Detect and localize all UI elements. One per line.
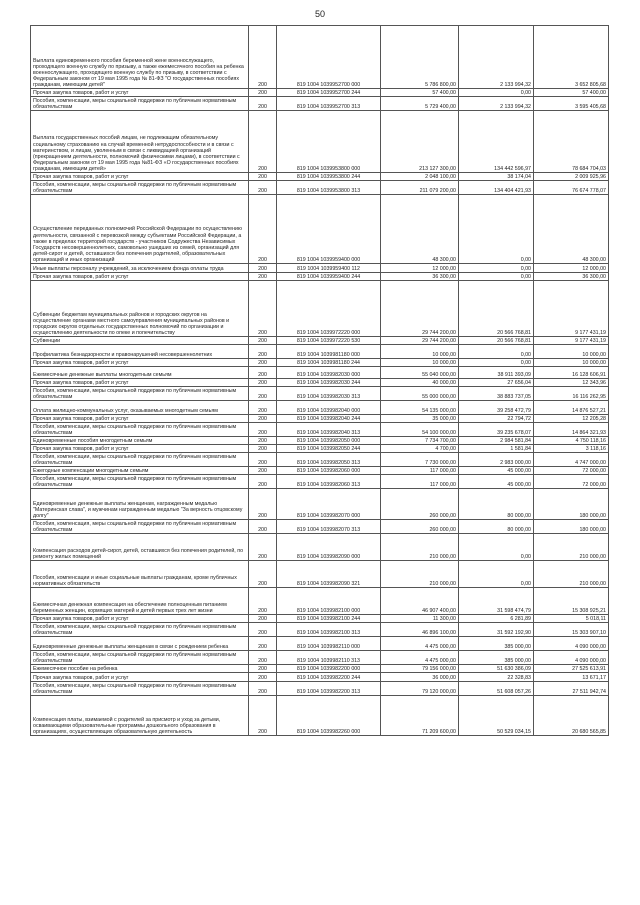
cell-plan: 79 120 000,00 [381, 682, 459, 696]
cell-name: Пособия, компенсации, меры социальной поддержки по публичным нормативным обязательствам [31, 453, 249, 467]
cell-grbs: 200 [249, 673, 277, 682]
cell-rest: 9 177 431,19 [534, 337, 609, 345]
cell-rest: 48 300,00 [534, 195, 609, 264]
cell-rest: 9 177 431,19 [534, 281, 609, 337]
cell-name: Профилактика безнадзорности и правонарушений несовершеннолетних [31, 345, 249, 359]
cell-rest: 14 864 321,93 [534, 423, 609, 437]
table-row [31, 337, 609, 345]
cell-code: 819 1004 1039981180 244 [277, 359, 381, 367]
cell-rest: 180 000,00 [534, 520, 609, 534]
table-row [31, 437, 609, 445]
cell-code: 819 1004 1039982050 000 [277, 437, 381, 445]
budget-table [30, 25, 609, 736]
cell-code: 819 1004 1039982040 000 [277, 401, 381, 415]
cell-fact: 45 000,00 [459, 475, 534, 489]
budget-table-body [31, 26, 609, 736]
cell-plan: 46 896 100,00 [381, 623, 459, 637]
cell-code: 819 1004 1039952700 244 [277, 89, 381, 97]
cell-rest: 210 000,00 [534, 561, 609, 588]
table-row [31, 651, 609, 665]
cell-fact: 27 656,04 [459, 379, 534, 387]
cell-rest: 27 525 613,91 [534, 665, 609, 673]
cell-plan: 71 209 600,00 [381, 696, 459, 736]
cell-plan: 4 475 000,00 [381, 637, 459, 651]
cell-code: 819 1004 1039982060 000 [277, 467, 381, 475]
table-row [31, 359, 609, 367]
cell-name: Прочая закупка товаров, работ и услуг [31, 673, 249, 682]
cell-rest: 4 090 000,00 [534, 651, 609, 665]
table-row [31, 345, 609, 359]
cell-plan: 213 127 300,00 [381, 111, 459, 173]
table-row [31, 588, 609, 615]
cell-plan: 7 734 700,00 [381, 437, 459, 445]
cell-plan: 36 300,00 [381, 273, 459, 281]
cell-plan: 48 300,00 [381, 195, 459, 264]
cell-grbs: 200 [249, 682, 277, 696]
cell-plan: 117 000,00 [381, 467, 459, 475]
cell-grbs: 200 [249, 387, 277, 401]
cell-fact: 80 000,00 [459, 489, 534, 520]
cell-fact: 45 000,00 [459, 467, 534, 475]
cell-rest: 4 747 000,00 [534, 453, 609, 467]
cell-rest: 27 511 942,74 [534, 682, 609, 696]
cell-fact: 0,00 [459, 534, 534, 561]
cell-grbs: 200 [249, 367, 277, 379]
cell-name: Единовременные денежные выплаты женщинам, награжденным медалью "Материнская слава", и мужчинам награжденным медалью "За верность отцовскому долгу" [31, 489, 249, 520]
cell-grbs: 200 [249, 651, 277, 665]
cell-fact: 39 235 678,07 [459, 423, 534, 437]
cell-plan: 5 786 800,00 [381, 26, 459, 89]
cell-code: 819 1004 1039952700 000 [277, 26, 381, 89]
cell-rest: 76 674 778,07 [534, 181, 609, 195]
table-row [31, 453, 609, 467]
cell-name: Прочая закупка товаров, работ и услуг [31, 173, 249, 181]
cell-fact: 134 442 596,97 [459, 111, 534, 173]
table-row [31, 401, 609, 415]
cell-plan: 5 729 400,00 [381, 97, 459, 111]
cell-code: 819 1004 1039982060 313 [277, 475, 381, 489]
cell-name: Ежемесячное пособие на ребенка [31, 665, 249, 673]
cell-fact: 0,00 [459, 345, 534, 359]
cell-fact: 51 630 386,09 [459, 665, 534, 673]
cell-grbs: 200 [249, 345, 277, 359]
cell-grbs: 200 [249, 273, 277, 281]
cell-name: Пособия, компенсации, меры социальной поддержки по публичным нормативным обязательствам [31, 387, 249, 401]
cell-code: 819 1004 1039953800 000 [277, 111, 381, 173]
cell-code: 819 1004 1039982260 000 [277, 696, 381, 736]
cell-rest: 13 671,17 [534, 673, 609, 682]
cell-rest: 72 000,00 [534, 467, 609, 475]
cell-name: Ежемесячные денежные выплаты многодетным семьям [31, 367, 249, 379]
cell-fact: 385 000,00 [459, 637, 534, 651]
cell-plan: 55 000 000,00 [381, 387, 459, 401]
cell-fact: 0,00 [459, 273, 534, 281]
cell-plan: 40 000,00 [381, 379, 459, 387]
cell-name: Ежегодные компенсации многодетным семьям [31, 467, 249, 475]
cell-grbs: 200 [249, 423, 277, 437]
cell-code: 819 1004 1039982110 000 [277, 637, 381, 651]
cell-name: Субвенции бюджетам муниципальных районов и городских округов на осуществление органами местного самоуправления муниципальных районов и городских округов отдельных государственных полномочий по организации и осуществлению деятельности по опеке и попечительству [31, 281, 249, 337]
cell-rest: 3 652 805,68 [534, 26, 609, 89]
cell-code: 819 1004 1039982110 313 [277, 651, 381, 665]
cell-plan: 57 400,00 [381, 89, 459, 97]
table-row [31, 281, 609, 337]
cell-fact: 2 983 000,00 [459, 453, 534, 467]
cell-plan: 10 000,00 [381, 359, 459, 367]
table-row [31, 273, 609, 281]
cell-grbs: 200 [249, 26, 277, 89]
cell-name: Выплата государственных пособий лицам, не подлежащим обязательному социальному страхованию на случай временной нетрудоспособности и в связи с материнством, и лицам, уволенным в связи с ликвидацией организаций (прекращением деятельности, полномочий физическими лицами), в соответствии с Федеральным законом от 19 мая 1995 года №81-ФЗ «О государственных пособиях гражданам, имеющим детей» [31, 111, 249, 173]
cell-plan: 36 000,00 [381, 673, 459, 682]
table-row [31, 195, 609, 264]
cell-fact: 20 566 768,81 [459, 337, 534, 345]
cell-fact: 0,00 [459, 195, 534, 264]
table-row [31, 379, 609, 387]
cell-rest: 210 000,00 [534, 534, 609, 561]
table-row [31, 445, 609, 453]
cell-fact: 22 794,72 [459, 415, 534, 423]
cell-grbs: 200 [249, 588, 277, 615]
cell-grbs: 200 [249, 359, 277, 367]
cell-grbs: 200 [249, 665, 277, 673]
cell-plan: 46 907 400,00 [381, 588, 459, 615]
cell-name: Выплата единовременного пособия беременной жене военнослужащего, проходящего военную службу по призыву, а также ежемесячного пособия на ребенка военнослужащего, проходящего военную службу по призыву, в соответствии с Федеральным законом от 19 мая 1995 года № 81-ФЗ "О государственных пособиях гражданам, имеющим детей" [31, 26, 249, 89]
cell-grbs: 200 [249, 281, 277, 337]
cell-grbs: 200 [249, 415, 277, 423]
cell-grbs: 200 [249, 89, 277, 97]
cell-name: Ежемесячная денежная компенсация на обеспечение полноценным питанием беременных женщин, кормящих матерей и детей первых трех лет жизни [31, 588, 249, 615]
cell-code: 819 1004 1039972220 530 [277, 337, 381, 345]
cell-name: Пособия, компенсации, меры социальной поддержки по публичным нормативным обязательствам [31, 651, 249, 665]
cell-grbs: 200 [249, 453, 277, 467]
table-row [31, 367, 609, 379]
cell-name: Прочая закупка товаров, работ и услуг [31, 445, 249, 453]
table-row [31, 387, 609, 401]
cell-name: Пособия, компенсации, меры социальной поддержки по публичным нормативным обязательствам [31, 475, 249, 489]
cell-rest: 12 343,96 [534, 379, 609, 387]
table-row [31, 181, 609, 195]
cell-rest: 3 595 405,68 [534, 97, 609, 111]
cell-fact: 0,00 [459, 264, 534, 273]
cell-grbs: 200 [249, 173, 277, 181]
cell-name: Прочая закупка товаров, работ и услуг [31, 615, 249, 623]
cell-plan: 35 000,00 [381, 415, 459, 423]
cell-rest: 57 400,00 [534, 89, 609, 97]
cell-fact: 22 328,83 [459, 673, 534, 682]
cell-plan: 210 000,00 [381, 534, 459, 561]
cell-grbs: 200 [249, 475, 277, 489]
cell-code: 819 1004 1039982100 000 [277, 588, 381, 615]
cell-fact: 1 581,84 [459, 445, 534, 453]
cell-name: Пособия, компенсация, меры социальной поддержки по публичным нормативным обязательствам [31, 520, 249, 534]
cell-code: 819 1004 1039953800 244 [277, 173, 381, 181]
table-row [31, 97, 609, 111]
cell-code: 819 1004 1039982200 244 [277, 673, 381, 682]
table-row [31, 615, 609, 623]
cell-grbs: 200 [249, 97, 277, 111]
page-number: 50 [314, 9, 325, 19]
table-row [31, 423, 609, 437]
cell-grbs: 200 [249, 181, 277, 195]
cell-code: 819 1004 1039982100 244 [277, 615, 381, 623]
table-row [31, 415, 609, 423]
table-row [31, 264, 609, 273]
cell-fact: 2 984 581,84 [459, 437, 534, 445]
cell-name: Прочая закупка товаров, работ и услуг [31, 359, 249, 367]
table-row [31, 561, 609, 588]
cell-fact: 0,00 [459, 561, 534, 588]
cell-rest: 180 000,00 [534, 489, 609, 520]
cell-rest: 3 118,16 [534, 445, 609, 453]
cell-plan: 29 744 200,00 [381, 337, 459, 345]
cell-rest: 12 205,28 [534, 415, 609, 423]
cell-name: Пособия, компенсации, меры социальной поддержки по публичным нормативным обязательствам [31, 623, 249, 637]
cell-plan: 54 100 000,00 [381, 423, 459, 437]
cell-grbs: 200 [249, 623, 277, 637]
cell-fact: 31 592 192,90 [459, 623, 534, 637]
cell-plan: 210 000,00 [381, 561, 459, 588]
cell-code: 819 1004 1039952700 313 [277, 97, 381, 111]
cell-grbs: 200 [249, 337, 277, 345]
cell-rest: 14 876 527,21 [534, 401, 609, 415]
cell-code: 819 1004 1039982050 244 [277, 445, 381, 453]
table-row [31, 520, 609, 534]
cell-code: 819 1004 1039982100 313 [277, 623, 381, 637]
cell-grbs: 200 [249, 520, 277, 534]
cell-grbs: 200 [249, 615, 277, 623]
cell-fact: 39 258 472,79 [459, 401, 534, 415]
cell-plan: 4 475 000,00 [381, 651, 459, 665]
table-row [31, 467, 609, 475]
cell-grbs: 200 [249, 489, 277, 520]
cell-fact: 20 566 768,81 [459, 281, 534, 337]
table-row [31, 475, 609, 489]
table-row [31, 173, 609, 181]
cell-code: 819 1004 1039959400 244 [277, 273, 381, 281]
cell-name: Компенсация платы, взимаемой с родителей за присмотр и уход за детьми, осваивающими образовательные программы дошкольного образования в организациях, осуществляющих образовательную деятельность [31, 696, 249, 736]
cell-fact: 0,00 [459, 89, 534, 97]
cell-grbs: 200 [249, 696, 277, 736]
cell-grbs: 200 [249, 264, 277, 273]
cell-name: Пособия, компенсации, меры социальной поддержки по публичным нормативным обязательствам [31, 682, 249, 696]
cell-rest: 72 000,00 [534, 475, 609, 489]
cell-plan: 54 135 000,00 [381, 401, 459, 415]
cell-grbs: 200 [249, 437, 277, 445]
cell-fact: 0,00 [459, 359, 534, 367]
cell-rest: 15 308 925,21 [534, 588, 609, 615]
cell-fact: 51 608 057,26 [459, 682, 534, 696]
cell-grbs: 200 [249, 379, 277, 387]
cell-plan: 260 000,00 [381, 520, 459, 534]
cell-code: 819 1004 1039982040 244 [277, 415, 381, 423]
cell-rest: 4 750 118,16 [534, 437, 609, 445]
cell-rest: 5 018,11 [534, 615, 609, 623]
cell-rest: 10 000,00 [534, 359, 609, 367]
cell-code: 819 1004 1039953800 313 [277, 181, 381, 195]
cell-plan: 55 040 000,00 [381, 367, 459, 379]
cell-plan: 117 000,00 [381, 475, 459, 489]
cell-fact: 385 000,00 [459, 651, 534, 665]
table-row [31, 534, 609, 561]
cell-name: Пособия, компенсации, меры социальной поддержки по публичным нормативным обязательствам [31, 181, 249, 195]
cell-code: 819 1004 1039982070 313 [277, 520, 381, 534]
cell-grbs: 200 [249, 534, 277, 561]
cell-rest: 36 300,00 [534, 273, 609, 281]
cell-rest: 2 009 925,96 [534, 173, 609, 181]
cell-grbs: 200 [249, 445, 277, 453]
cell-rest: 4 090 000,00 [534, 637, 609, 651]
cell-name: Пособия, компенсации и иные социальные выплаты гражданам, кроме публичных нормативных обязательств [31, 561, 249, 588]
cell-grbs: 200 [249, 467, 277, 475]
cell-plan: 4 700,00 [381, 445, 459, 453]
cell-rest: 15 303 907,10 [534, 623, 609, 637]
cell-name: Субвенции [31, 337, 249, 345]
cell-rest: 10 000,00 [534, 345, 609, 359]
cell-fact: 6 281,89 [459, 615, 534, 623]
cell-grbs: 200 [249, 637, 277, 651]
table-row [31, 489, 609, 520]
cell-code: 819 1004 1039982030 244 [277, 379, 381, 387]
cell-fact: 2 133 994,32 [459, 97, 534, 111]
table-row [31, 26, 609, 89]
cell-plan: 2 048 100,00 [381, 173, 459, 181]
cell-name: Оплата жилищно-коммунальных услуг, оказываемых многодетным семьям [31, 401, 249, 415]
cell-code: 819 1004 1039972220 000 [277, 281, 381, 337]
cell-grbs: 200 [249, 195, 277, 264]
table-row [31, 696, 609, 736]
cell-fact: 50 529 034,15 [459, 696, 534, 736]
cell-name: Прочая закупка товаров, работ и услуг [31, 415, 249, 423]
cell-name: Компенсация расходов детей-сирот, детей, оставшихся без попечения родителей, по ремонту жилых помещений [31, 534, 249, 561]
cell-plan: 7 730 000,00 [381, 453, 459, 467]
cell-grbs: 200 [249, 561, 277, 588]
cell-rest: 78 684 704,03 [534, 111, 609, 173]
cell-name: Прочая закупка товаров, работ и услуг [31, 379, 249, 387]
cell-grbs: 200 [249, 111, 277, 173]
cell-fact: 134 404 421,93 [459, 181, 534, 195]
cell-code: 819 1004 1039982200 000 [277, 665, 381, 673]
table-row [31, 623, 609, 637]
cell-rest: 12 000,00 [534, 264, 609, 273]
cell-plan: 79 156 000,00 [381, 665, 459, 673]
cell-plan: 12 000,00 [381, 264, 459, 273]
cell-plan: 29 744 200,00 [381, 281, 459, 337]
cell-code: 819 1004 1039982030 000 [277, 367, 381, 379]
cell-name: Прочая закупка товаров, работ и услуг [31, 89, 249, 97]
cell-code: 819 1004 1039982040 313 [277, 423, 381, 437]
cell-code: 819 1004 1039982030 313 [277, 387, 381, 401]
cell-name: Единовременные пособия многодетным семьям [31, 437, 249, 445]
cell-name: Единовременные денежные выплаты женщинам в связи с рождением ребенка [31, 637, 249, 651]
cell-plan: 10 000,00 [381, 345, 459, 359]
table-row [31, 111, 609, 173]
cell-name: Осуществление переданных полномочий Российской Федерации по осуществлению деятельности, связанной с перевозкой между субъектами Российской Федерации, а также в пределах территорий государств - участников Содружества Независимых Государств несовершеннолетних, самовольно ушедших из семей, организаций для детей-сирот и детей, оставшихся без попечения родителей, образовательных организаций и иных организаций [31, 195, 249, 264]
cell-name: Пособия, компенсации, меры социальной поддержки по публичным нормативным обязательствам [31, 423, 249, 437]
table-row [31, 637, 609, 651]
table-row [31, 665, 609, 673]
cell-fact: 2 133 994,32 [459, 26, 534, 89]
cell-fact: 80 000,00 [459, 520, 534, 534]
cell-code: 819 1004 1039982070 000 [277, 489, 381, 520]
cell-code: 819 1004 1039959400 112 [277, 264, 381, 273]
cell-plan: 211 079 200,00 [381, 181, 459, 195]
cell-name: Пособия, компенсации, меры социальной поддержки по публичным нормативным обязательствам [31, 97, 249, 111]
table-row [31, 682, 609, 696]
cell-name: Прочая закупка товаров, работ и услуг [31, 273, 249, 281]
cell-plan: 11 300,00 [381, 615, 459, 623]
cell-plan: 260 000,00 [381, 489, 459, 520]
cell-fact: 38 174,04 [459, 173, 534, 181]
cell-code: 819 1004 1039959400 000 [277, 195, 381, 264]
cell-rest: 16 116 262,95 [534, 387, 609, 401]
cell-rest: 16 128 606,91 [534, 367, 609, 379]
cell-fact: 38 911 393,09 [459, 367, 534, 379]
cell-fact: 38 883 737,05 [459, 387, 534, 401]
cell-grbs: 200 [249, 401, 277, 415]
cell-code: 819 1004 1039981180 000 [277, 345, 381, 359]
table-row [31, 89, 609, 97]
cell-fact: 31 598 474,79 [459, 588, 534, 615]
table-row [31, 673, 609, 682]
cell-rest: 20 680 565,85 [534, 696, 609, 736]
cell-code: 819 1004 1039982200 313 [277, 682, 381, 696]
cell-code: 819 1004 1039982090 000 [277, 534, 381, 561]
cell-code: 819 1004 1039982050 313 [277, 453, 381, 467]
cell-code: 819 1004 1039982090 321 [277, 561, 381, 588]
cell-name: Иные выплаты персоналу учреждений, за исключением фонда оплаты труда [31, 264, 249, 273]
